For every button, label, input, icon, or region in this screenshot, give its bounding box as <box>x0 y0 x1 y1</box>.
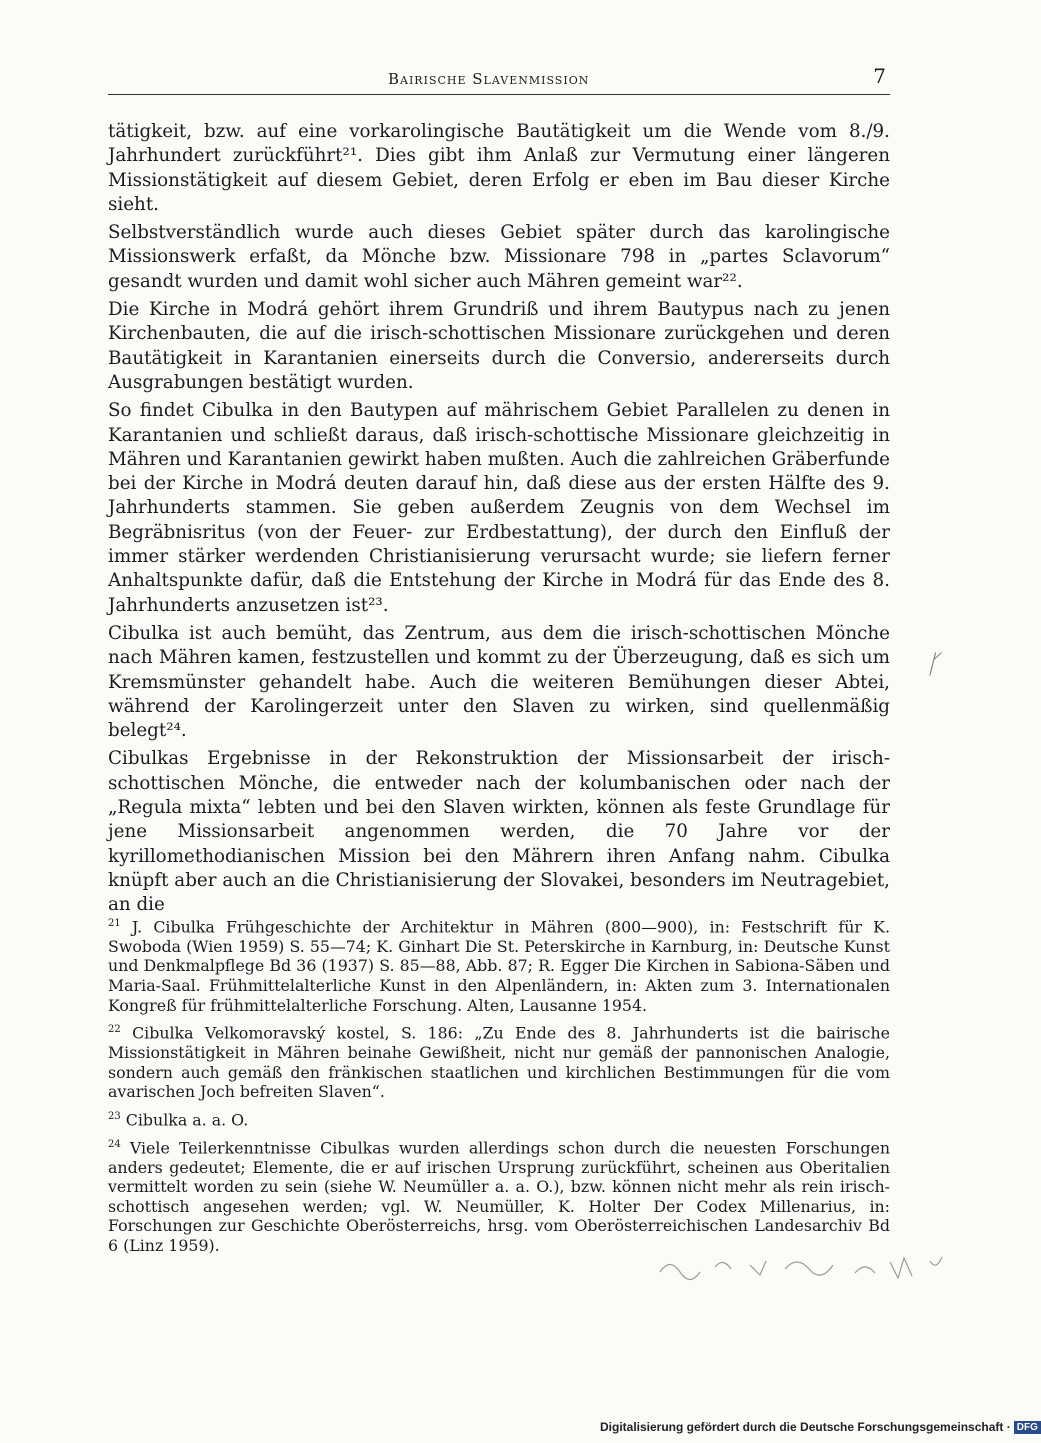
main-text <box>108 120 890 922</box>
paragraph: tätigkeit, bzw. auf eine vorkarolingische Bautätigkeit um die Wende vom 8./9. Jahrhundert zurückführt²¹. Dies gibt ihm Anlaß zur Vermutung einer längeren Missionstätigkeit auf diesem Gebiet, deren Erfolg er eben im Bau dieser Kirche sieht. <box>108 121 890 215</box>
paragraph: Cibulka ist auch bemüht, das Zentrum, aus dem die irisch-schottischen Mönche nach Mähren kamen, festzustellen und kommt zu der Überzeugung, daß es sich um Kremsmünster gehandelt habe. Auch die weiteren Bemühungen dieser Abtei, während der Karolingerzeit unter den Slaven zu wirken, sind quellenmäßig belegt²⁴. <box>108 622 890 742</box>
paragraph: So findet Cibulka in den Bautypen auf mährischem Gebiet Parallelen zu denen in Karantanien und schließt daraus, daß irisch-schottische Missionare gleichzeitig in Mähren und Karantanien gewirkt haben mußten. Auch die zahlreichen Gräberfunde bei der Kirche in Modrá deuten darauf hin, daß diese aus der ersten Hälfte des 9. Jahrhunderts stammen. Sie geben außerdem Zeugnis von dem Wechsel im Begräbnisritus (von der Feuer- zur Erdbestattung), der durch den Einfluß der immer stärker werdenden Christianisierung verursacht wurde; sie liefern ferner Anhaltspunkte dafür, daß die Entstehung der Kirche in Modrá für das Ende des 8. Jahrhunderts anzusetzen ist²³. <box>108 400 890 616</box>
page-number: 7 <box>873 64 886 88</box>
footnote-22 <box>108 1020 890 1102</box>
dfg-logo: DFG <box>1014 1421 1041 1434</box>
footnote-number: 23 <box>108 1110 121 1122</box>
digitization-credit <box>600 1420 1041 1440</box>
footnote-24 <box>108 1135 890 1256</box>
running-header <box>108 64 890 95</box>
footnote-number: 24 <box>108 1138 121 1150</box>
paragraph: Selbstverständlich wurde auch dieses Gebiet später durch das karolingische Missionswerk erfaßt, da Mönche bzw. Missionare 798 in „partes Sclavorum“ gesandt wurden und damit wohl sicher auch Mähren gemeint war²². <box>108 222 890 292</box>
footnotes <box>108 914 890 1261</box>
footnote-21 <box>108 914 890 1015</box>
pencil-scribble <box>655 1247 955 1287</box>
footnote-23 <box>108 1107 890 1130</box>
paragraph: Cibulkas Ergebnisse in der Rekonstruktion der Missionsarbeit der irisch-schottischen Mönche, die entweder nach der kolumbanischen oder nach der „Regula mixta“ lebten und bei den Slaven wirkten, können als feste Grundlage für jene Missionsarbeit angenommen werden, die 70 Jahre vor der kyrillomethodianischen Mission bei den Mährern ihren Anfang nahm. Cibulka knüpft aber auch an die Christianisierung der Slovakei, besonders im Neutragebiet, an die <box>108 748 890 916</box>
footnote-number: 22 <box>108 1024 121 1036</box>
margin-handwritten-mark: ᚴ <box>925 650 941 680</box>
footnote-number: 21 <box>108 918 121 929</box>
running-title: Bairische Slavenmission <box>388 70 590 88</box>
footnote-text: Cibulka Velkomoravský kostel, S. 186: „Zu Ende des 8. Jahrhunderts ist die bairische Missionstätigkeit in Mähren beinahe Gewißheit, nicht nur gemäß der pannonischen Analogie, sondern auch gemäß den fränkischen staatlichen und kirchlichen Bestimmungen für die vom avarischen Joch befreiten Slaven“. <box>108 1023 890 1102</box>
footnote-text: Cibulka a. a. O. <box>125 1110 249 1130</box>
credit-text: Digitalisierung gefördert durch die Deutsche Forschungsgemeinschaft · <box>600 1420 1011 1434</box>
paragraph: Die Kirche in Modrá gehört ihrem Grundriß und ihrem Bautypus nach zu jenen Kirchenbauten, die auf die irisch-schottischen Missionare zurückgehen und deren Bautätigkeit in Karantanien einerseits durch die Conversio, andererseits durch Ausgrabungen bestätigt wurden. <box>108 299 890 393</box>
footnote-text: J. Cibulka Frühgeschichte der Architektur in Mähren (800—900), in: Festschrift für K. Swoboda (Wien 1959) S. 55—74; K. Ginhart Die St. Peterskirche in Karnburg, in: Deutsche Kunst und Denkmalpflege Bd 36 (1937) S. 85—88, Abb. 87; R. Egger Die Kirchen in Sabiona-Säben und Maria-Saal. Frühmittelalterliche Kunst in den Alpenländern, in: Akten zum 3. Internationalen Kongreß für frühmittelalterliche Forschung. Alten, Lausanne 1954. <box>108 917 890 1015</box>
footnote-text: Viele Teilerkenntnisse Cibulkas wurden allerdings schon durch die neuesten Forschungen anders gedeutet; Elemente, die er auf irischen Ursprung zurückführt, scheinen aus Oberitalien vermittelt worden zu sein (siehe W. Neumüller a. a. O.), bzw. können nicht mehr als rein irisch-schottisch angesehen werden; vgl. W. Neumüller, K. Holter Der Codex Millenarius, in: Forschungen zur Geschichte Oberösterreichs, hrsg. vom Oberösterreichischen Landesarchiv Bd 6 (Linz 1959). <box>108 1138 890 1255</box>
